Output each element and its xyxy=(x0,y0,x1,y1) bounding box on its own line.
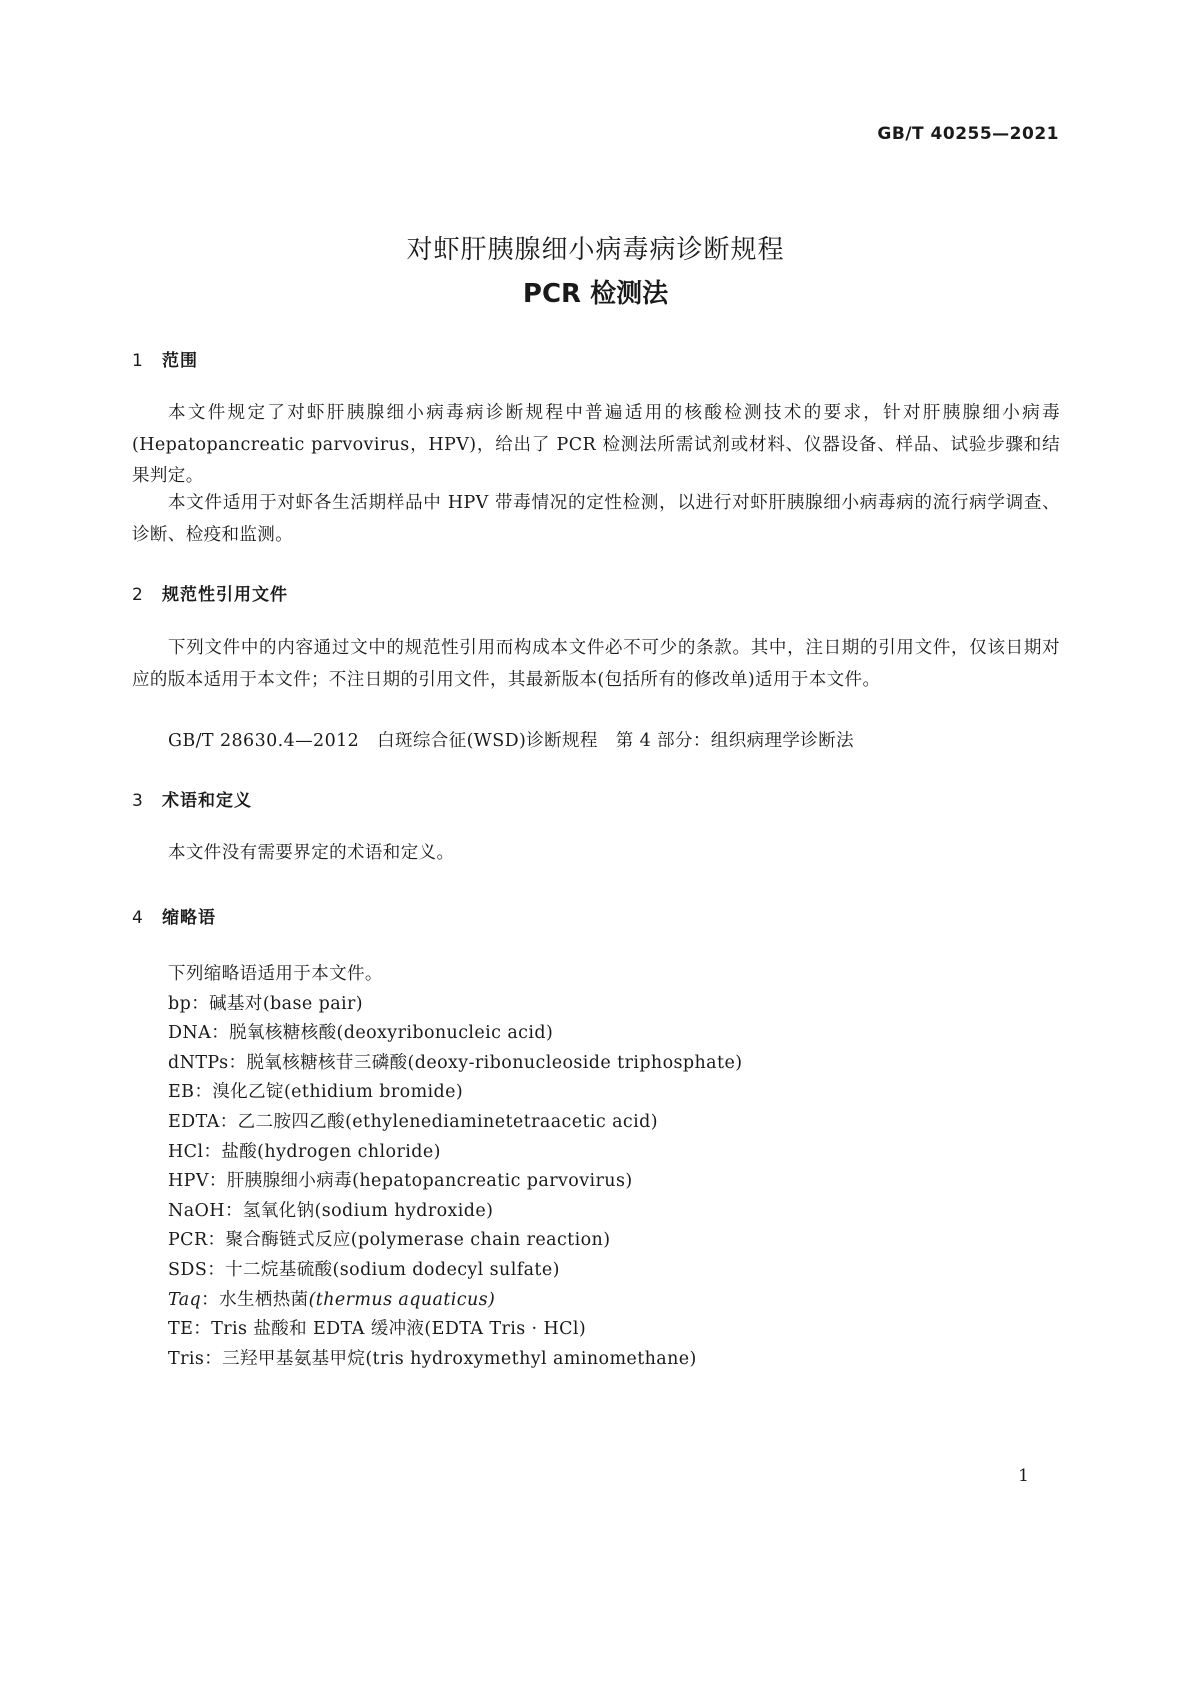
abbreviation-separator: ： xyxy=(211,1023,230,1044)
abbreviation-english: (sodium dodecyl sulfate) xyxy=(332,1259,560,1280)
abbreviation-item xyxy=(168,1197,742,1227)
abbreviation-item xyxy=(168,1138,742,1168)
abbreviation-item xyxy=(168,1019,742,1049)
abbreviation-chinese: Tris 盐酸和 EDTA 缓冲液 xyxy=(211,1319,425,1340)
abbreviation-english: (deoxy-ribonucleoside triphosphate) xyxy=(407,1052,743,1073)
abbreviation-term: SDS xyxy=(168,1259,208,1280)
abbreviation-separator: ： xyxy=(219,1111,238,1132)
abbreviation-chinese: 脱氧核糖核苷三磷酸 xyxy=(246,1052,408,1073)
abbreviation-separator: ： xyxy=(191,993,210,1014)
section-3-paragraph-1: 本文件没有需要界定的术语和定义。 xyxy=(168,843,455,863)
abbreviation-term: NaOH xyxy=(168,1200,225,1221)
abbreviation-english: (deoxyribonucleic acid) xyxy=(336,1023,554,1044)
section-2-heading xyxy=(132,580,288,605)
abbreviation-separator: ： xyxy=(204,1348,223,1369)
abbreviation-term: Taq xyxy=(168,1289,202,1310)
abbreviation-item xyxy=(168,1286,742,1316)
abbreviation-english: (thermus aquaticus) xyxy=(308,1289,496,1310)
abbreviation-chinese: 碱基对 xyxy=(209,993,263,1014)
abbreviation-item xyxy=(168,1167,742,1197)
section-number: 1 xyxy=(132,351,144,371)
abbreviation-term: HPV xyxy=(168,1171,209,1192)
title-line-1: 对虾肝胰腺细小病毒病诊断规程 xyxy=(406,235,785,265)
abbreviation-chinese: 盐酸 xyxy=(221,1141,258,1162)
abbreviation-item xyxy=(168,1345,742,1375)
abbreviation-term: TE xyxy=(168,1319,194,1340)
abbreviation-chinese: 乙二胺四乙酸 xyxy=(237,1111,346,1132)
abbreviation-item xyxy=(168,1049,742,1079)
section-title: 术语和定义 xyxy=(162,791,252,811)
abbreviation-english: (polymerase chain reaction) xyxy=(350,1230,611,1251)
section-title: 规范性引用文件 xyxy=(162,585,288,605)
section-title: 范围 xyxy=(162,351,198,371)
abbreviation-item xyxy=(168,1256,742,1286)
abbreviation-term: EB xyxy=(168,1082,195,1103)
abbreviation-chinese: 脱氧核糖核酸 xyxy=(229,1023,337,1044)
abbreviation-separator: ： xyxy=(207,1259,226,1280)
abbreviation-separator: ： xyxy=(207,1230,226,1251)
abbreviation-chinese: 溴化乙锭 xyxy=(212,1082,284,1103)
abbreviation-item xyxy=(168,1315,742,1345)
abbreviation-chinese: 氢氧化钠 xyxy=(242,1200,315,1221)
abbreviation-separator: ： xyxy=(201,1289,220,1310)
abbreviation-item xyxy=(168,1078,742,1108)
abbreviation-english: (hydrogen chloride) xyxy=(257,1141,441,1162)
abbreviation-item xyxy=(168,1108,742,1138)
abbreviation-separator: ： xyxy=(224,1200,243,1221)
section-title: 缩略语 xyxy=(162,908,216,928)
abbreviation-separator: ： xyxy=(193,1319,212,1340)
section-1-paragraph-2: 本文件适用于对虾各生活期样品中 HPV 带毒情况的定性检测，以进行对虾肝胰腺细小病毒病的流行病学调查、诊断、检疫和监测。 xyxy=(132,493,1060,545)
section-number: 3 xyxy=(132,791,144,811)
abbreviation-chinese: 十二烷基硫酸 xyxy=(225,1259,333,1280)
abbreviation-intro: 下列缩略语适用于本文件。 xyxy=(168,964,383,984)
abbreviation-english: (EDTA Tris · HCl) xyxy=(424,1319,587,1340)
normative-reference: GB/T 28630.4—2012 白斑综合征(WSD)诊断规程 第 4 部分：组织病理学诊断法 xyxy=(168,731,854,751)
abbreviation-term: DNA xyxy=(168,1023,212,1044)
abbreviation-item xyxy=(168,1226,742,1256)
abbreviation-chinese: 聚合酶链式反应 xyxy=(225,1230,351,1251)
abbreviation-english: (base pair) xyxy=(262,993,364,1014)
section-number: 2 xyxy=(132,585,144,605)
abbreviation-term: dNTPs xyxy=(168,1052,229,1073)
abbreviation-separator: ： xyxy=(208,1171,227,1192)
abbreviation-english: (tris hydroxymethyl aminomethane) xyxy=(365,1348,697,1369)
abbreviation-term: bp xyxy=(168,993,192,1014)
abbreviation-term: Tris xyxy=(168,1348,205,1369)
abbreviation-english: (sodium hydroxide) xyxy=(314,1200,494,1221)
abbreviation-english: (hepatopancreatic parvovirus) xyxy=(352,1171,633,1192)
section-3-heading xyxy=(132,786,252,811)
section-2-paragraph-1: 下列文件中的内容通过文中的规范性引用而构成本文件必不可少的条款。其中，注日期的引用文件，仅该日期对应的版本适用于本文件；不注日期的引用文件，其最新版本(包括所有的修改单)适用于本文件。 xyxy=(132,638,1060,690)
abbreviation-item xyxy=(168,990,742,1020)
abbreviation-term: EDTA xyxy=(168,1111,220,1132)
section-4-heading xyxy=(132,903,216,928)
abbreviation-term: PCR xyxy=(168,1230,208,1251)
standard-number: GB/T 40255—2021 xyxy=(877,124,1059,144)
abbreviation-separator: ： xyxy=(203,1141,222,1162)
abbreviation-separator: ： xyxy=(228,1052,247,1073)
abbreviation-chinese: 肝胰腺细小病毒 xyxy=(226,1171,353,1192)
section-1-paragraph-1: 本文件规定了对虾肝胰腺细小病毒病诊断规程中普遍适用的核酸检测技术的要求，针对肝胰腺细小病毒(Hepatopancreatic parvovirus，HPV)，给出了 PCR 检测法所需试剂或材料、仪器设备、样品、试验步骤和结果判定。 xyxy=(132,403,1060,486)
abbreviation-list xyxy=(168,960,742,1374)
abbreviation-separator: ： xyxy=(194,1082,213,1103)
abbreviation-english: (ethidium bromide) xyxy=(283,1082,464,1103)
page-number: 1 xyxy=(1018,1466,1029,1486)
section-1-heading xyxy=(132,346,198,371)
abbreviation-english: (ethylenediaminetetraacetic acid) xyxy=(345,1111,658,1132)
document-title xyxy=(0,228,1191,316)
abbreviation-chinese: 三羟甲基氨基甲烷 xyxy=(222,1348,366,1369)
abbreviation-chinese: 水生栖热菌 xyxy=(219,1289,309,1310)
section-number: 4 xyxy=(132,908,144,928)
title-line-2: PCR 检测法 xyxy=(522,279,669,309)
abbreviation-term: HCl xyxy=(168,1141,204,1162)
